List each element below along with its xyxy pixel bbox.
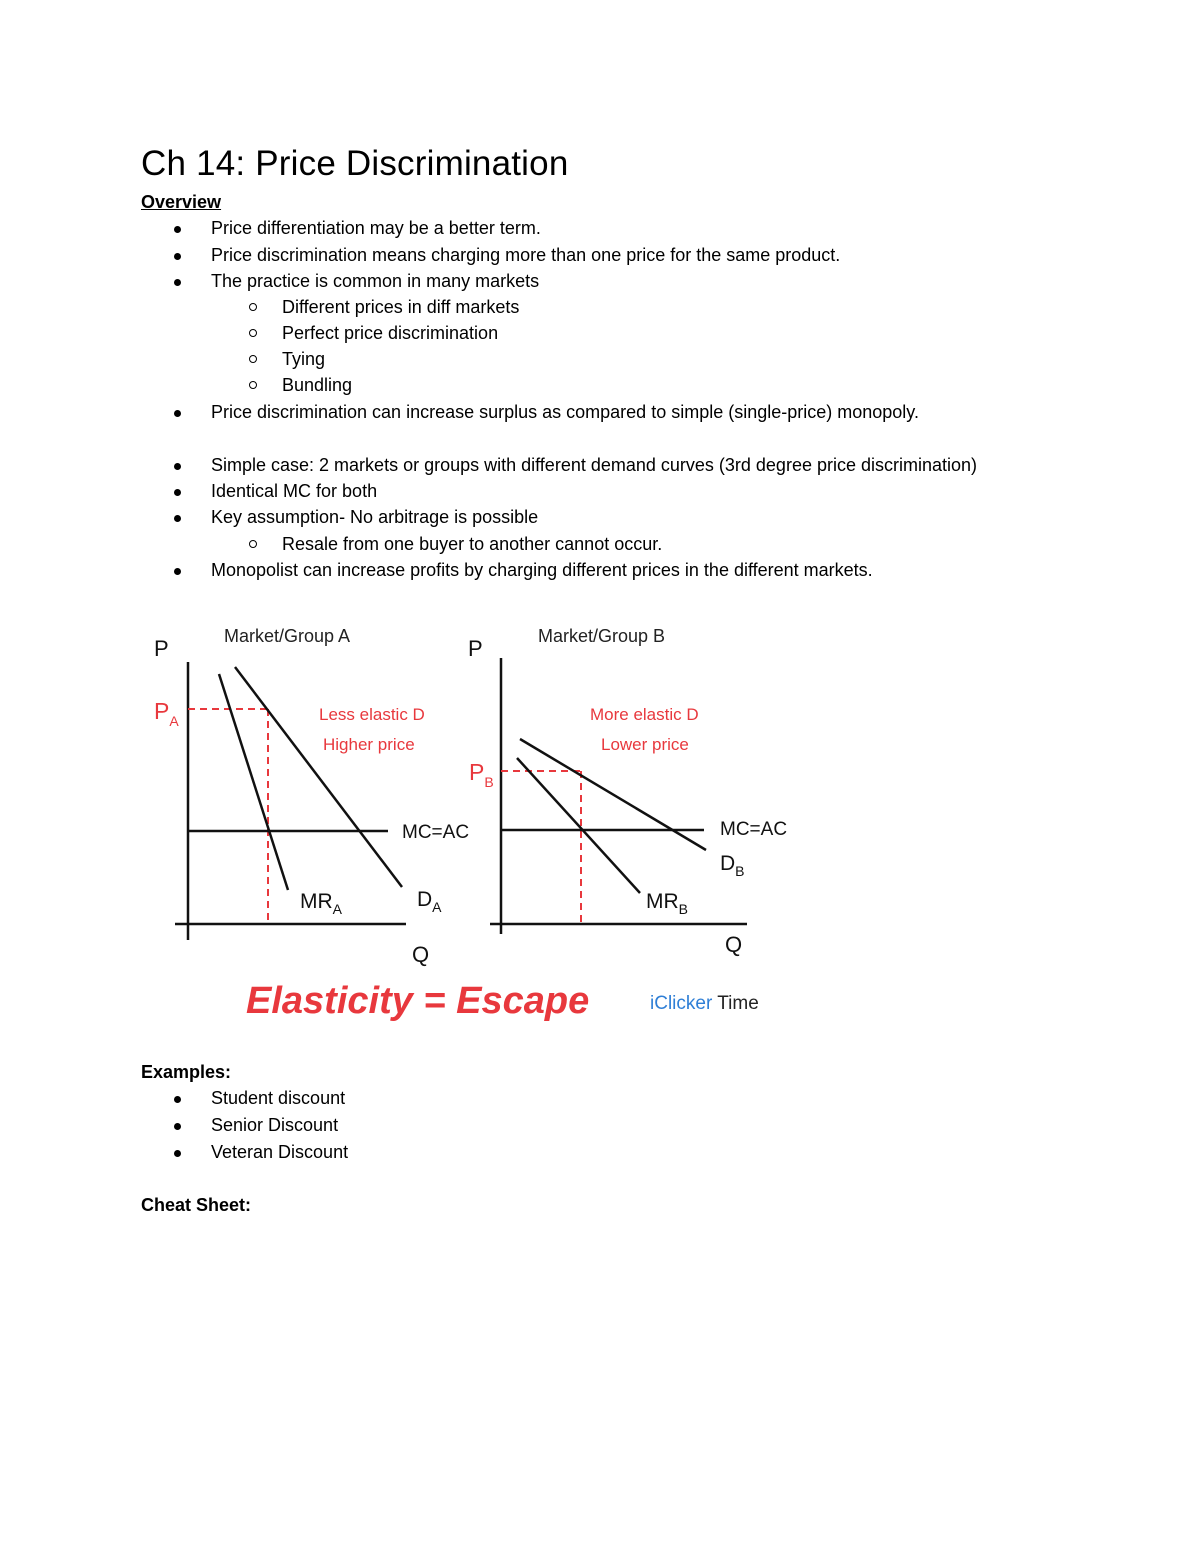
panel-b xyxy=(468,626,787,957)
bullet-dot-icon xyxy=(174,279,181,286)
panel-a-demand-label: $D_A$ xyxy=(417,888,442,915)
panel-a-mr-label: $MR_A$ xyxy=(300,890,343,917)
panel-a-note-price: Higher price xyxy=(323,735,415,754)
bullet-ring-icon xyxy=(249,303,257,311)
list-item: Price discrimination can increase surplus as compared to simple (single-price) monopoly. xyxy=(211,402,919,422)
list-item: Simple case: 2 markets or groups with different demand curves (3rd degree price discrimination) xyxy=(211,455,978,475)
panel-a-y-axis-label: P xyxy=(154,636,169,661)
page-title: Ch 14: Price Discrimination xyxy=(141,144,569,183)
cheat-sheet-heading: Cheat Sheet: xyxy=(141,1195,252,1215)
list-item: Bundling xyxy=(282,375,353,395)
bullet-dot-icon xyxy=(174,463,181,470)
list-item: Perfect price discrimination xyxy=(282,323,499,343)
panel-a-price-label: $P_A$ xyxy=(154,698,179,729)
bullet-dot-icon xyxy=(174,568,181,575)
panel-b-mr-curve xyxy=(517,758,640,893)
panel-b-price-label: $P_B$ xyxy=(469,759,494,790)
bullet-dot-icon xyxy=(174,1096,181,1103)
overview-heading: Overview xyxy=(141,192,222,212)
elasticity-slogan: Elasticity = Escape xyxy=(246,980,590,1022)
panel-b-note-price: Lower price xyxy=(601,735,689,754)
list-item: Identical MC for both xyxy=(211,481,378,501)
bullet-dot-icon xyxy=(174,489,181,496)
bullet-dot-icon xyxy=(174,253,181,260)
bullet-dot-icon xyxy=(174,226,181,233)
list-item: Tying xyxy=(282,349,326,369)
panel-b-mc-label: MC=AC xyxy=(720,819,788,840)
panel-b-note-elasticity: More elastic D xyxy=(590,705,699,724)
panel-b-y-axis-label: P xyxy=(468,636,483,661)
list-item: Veteran Discount xyxy=(211,1142,349,1162)
panel-a-mr-curve xyxy=(219,674,288,890)
panel-b-mr-label: $MR_B$ xyxy=(646,890,689,917)
price-discrimination-figure xyxy=(140,610,820,1030)
bullet-dot-icon xyxy=(174,515,181,522)
bullet-ring-icon xyxy=(249,329,257,337)
bullet-dot-icon xyxy=(174,1150,181,1157)
list-item: Price differentiation may be a better term. xyxy=(211,218,541,238)
iclicker-time-label: iClicker Time xyxy=(650,993,759,1014)
bullet-dot-icon xyxy=(174,410,181,417)
panel-b-title: Market/Group B xyxy=(538,626,666,646)
list-item: Price discrimination means charging more than one price for the same product. xyxy=(211,245,841,265)
list-item: Senior Discount xyxy=(211,1115,339,1135)
list-item: Key assumption- No arbitrage is possible xyxy=(211,507,539,527)
panel-a-demand-curve xyxy=(235,667,402,887)
list-item: Student discount xyxy=(211,1088,346,1108)
list-item: Resale from one buyer to another cannot occur. xyxy=(282,534,663,554)
examples-heading: Examples: xyxy=(141,1062,232,1082)
bullet-ring-icon xyxy=(249,540,257,548)
panel-a-note-elasticity: Less elastic D xyxy=(319,705,425,724)
panel-b-demand-curve xyxy=(520,739,706,850)
panel-b-x-axis-label: Q xyxy=(725,932,743,957)
panel-a-mc-label: MC=AC xyxy=(402,822,470,843)
bullet-dot-icon xyxy=(174,1123,181,1130)
list-item: Different prices in diff markets xyxy=(282,297,520,317)
panel-a xyxy=(154,626,469,967)
list-item: Monopolist can increase profits by charging different prices in the different markets. xyxy=(211,560,873,580)
panel-a-title: Market/Group A xyxy=(224,626,351,646)
panel-b-demand-label: $D_B$ xyxy=(720,852,745,879)
bullet-ring-icon xyxy=(249,355,257,363)
list-item: The practice is common in many markets xyxy=(211,271,540,291)
panel-a-x-axis-label: Q xyxy=(412,942,430,967)
bullet-ring-icon xyxy=(249,381,257,389)
